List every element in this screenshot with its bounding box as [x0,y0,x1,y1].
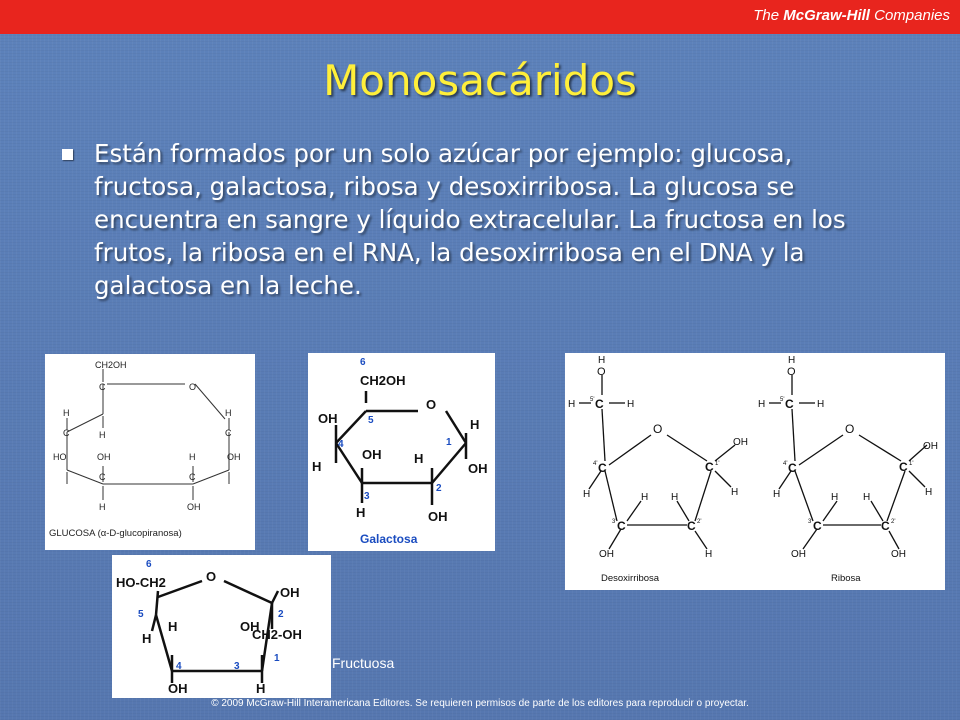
deoxy-oh1: OH [733,437,748,448]
deoxy-c4: C [598,461,607,475]
glucose-h5: H [99,430,106,440]
ribose-caption: Ribosa [831,573,861,584]
brand-name: McGraw-Hill [783,7,870,24]
galactose-oh2: OH [428,509,448,524]
glucose-ho4: HO [53,452,67,462]
fructose-structure [112,555,331,698]
brand-suffix: Companies [874,7,950,24]
ribose-h2: H [863,492,871,503]
fructose-num-4: 4 [176,661,182,672]
galactose-oh3: OH [362,447,382,462]
fructose-oh4: OH [168,681,188,696]
galactose-ch2oh: CH2OH [360,373,406,388]
galactose-h1: H [470,417,480,432]
ribose-h4: H [773,489,781,500]
fructose-num-5: 5 [138,609,144,620]
fructose-ch2oh: CH2-OH [252,627,302,642]
galactose-oh4: OH [318,411,338,426]
ribose-c3: C [813,519,822,533]
deoxy-h5a: H [568,399,576,410]
glucose-c1: C [225,428,232,438]
ribose-c5: C [785,397,794,411]
glucose-h4: H [63,408,70,418]
galactose-diagram [308,353,495,551]
fructose-diagram [112,555,331,698]
brand-label [753,7,950,24]
deoxy-c5: C [595,397,604,411]
deoxy-c1-label: 1' [715,461,720,467]
fructose-oh3: OH [240,619,260,634]
ribose-c3-label: 3' [808,519,813,525]
bullet-square-icon [62,149,73,160]
ribose-h1: H [925,487,933,498]
ribose-oh2: OH [891,549,906,560]
ribose-c2-label: 2' [891,519,896,525]
deoxy-c4-label: 4' [593,461,598,467]
galactose-num-1: 1 [446,437,452,448]
deoxy-ring-o: O [653,422,663,436]
deoxy-c1: C [705,460,714,474]
galactose-num-3: 3 [364,491,370,502]
glucose-ring-o: O [189,382,197,392]
ribose-c4-label: 4' [783,461,788,467]
ribose-h5a: H [758,399,766,410]
glucose-structure [45,354,255,550]
ribose-c1: C [899,460,908,474]
ribose-c2: C [881,519,890,533]
fructose-num-3: 3 [234,661,240,672]
deoxy-c3: C [617,519,626,533]
ribose-c1-label: 1' [909,461,914,467]
galactose-ring-o: O [426,397,437,412]
fructose-oh2: OH [280,585,300,600]
fructose-hoch2: HO-CH2 [116,575,166,590]
deoxy-oh3: OH [599,549,614,560]
fructose-h5: H [142,631,152,646]
ribose-h-top: H [788,355,796,366]
fructose-h3: H [256,681,266,696]
fructose-num-2: 2 [278,609,284,620]
glucose-oh3: OH [97,452,111,462]
fructose-h4: H [168,619,178,634]
ribose-c4: C [788,461,797,475]
galactose-num-6: 6 [360,357,366,368]
galactose-structure [308,353,495,551]
glucose-h1: H [225,408,232,418]
galactose-num-2: 2 [436,483,442,494]
glucose-h2: H [189,452,196,462]
deoxy-h-top: H [598,355,606,366]
header-bar [0,0,960,34]
galactose-caption: Galactosa [360,532,418,546]
glucose-caption: GLUCOSA (α-D-glucopiranosa) [49,528,182,539]
galactose-num-5: 5 [368,415,374,426]
deoxy-c2: C [687,519,696,533]
bullet-text: Están formados por un solo azúcar por ejemplo: glucosa, fructosa, galactosa, ribosa y desoxirribosa. La glucosa se encuentra en sangre y líquido extracelular. La fructosa en los frutos, la ribosa en el RNA, la desoxirribosa en el DNA y la galactosa en la leche. [94,139,846,300]
fructose-ring-o: O [206,569,217,584]
galactose-oh1: OH [468,461,488,476]
ribose-h5b: H [817,399,825,410]
slide-title: Monosacáridos [323,56,637,105]
deoxy-o5: O [597,366,606,378]
deoxy-h5b: H [627,399,635,410]
deoxy-h4: H [583,489,591,500]
fructose-caption: Fructuosa [332,655,395,671]
ribose-h3: H [831,492,839,503]
galactose-h3: H [356,505,366,520]
deoxy-h2a: H [671,492,679,503]
ribose-oh3: OH [791,549,806,560]
galactose-h2: H [414,451,424,466]
glucose-c2: C [189,472,196,482]
deoxy-h3: H [641,492,649,503]
galactose-h4: H [312,459,322,474]
glucose-c5: C [99,382,106,392]
deoxyribose-caption: Desoxirribosa [601,573,660,584]
copyright-notice: © 2009 McGraw-Hill Interamericana Editores. Se requieren permisos de parte de los editores para reproducir o proyectar. [211,698,749,709]
ribose-oh1: OH [923,441,938,452]
ribose-ring-o: O [845,422,855,436]
fructose-num-1: 1 [274,653,280,664]
deoxy-h1: H [731,487,739,498]
glucose-h3: H [99,502,106,512]
glucose-oh2: OH [187,502,201,512]
glucose-oh1: OH [227,452,241,462]
deoxy-c2-label: 2' [697,519,702,525]
glucose-c4: C [63,428,70,438]
deoxy-c5-label: 5' [590,397,595,403]
ribose-c5-label: 5' [780,397,785,403]
glucose-c3: C [99,472,106,482]
ribose-o5: O [787,366,796,378]
ribose-structures [565,353,945,590]
brand-prefix: The [753,7,780,24]
deoxy-c3-label: 3' [612,519,617,525]
fructose-num-6: 6 [146,559,152,570]
galactose-num-4: 4 [338,439,344,450]
glucose-diagram [45,354,255,550]
ribose-diagram [565,353,945,590]
glucose-ch2oh: CH2OH [95,360,127,370]
deoxy-h2b: H [705,549,713,560]
